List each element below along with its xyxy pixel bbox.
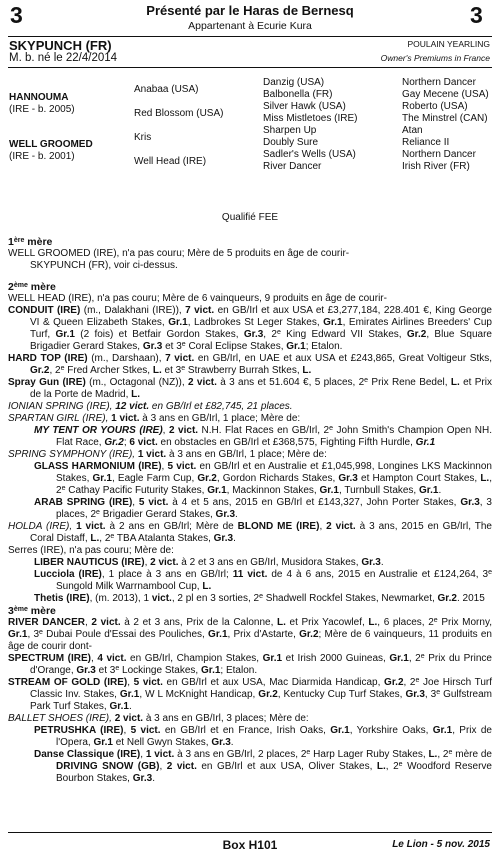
produce-spring-symphony: SPRING SYMPHONY (IRE), 1 vict. à 3 ans en GB/Irl, 1 place; Mère de: [8,449,327,460]
produce-lucciola: Lucciola (IRE), 1 place à 3 ans en GB/Irl; 11 vict. de 4 à 6 ans, 2015 en Australie et £124,264, 3e Sungold Milk Warrnambool Cup, L. [34,569,492,592]
section-title-3eme-mere: 3ème mère [8,605,56,617]
produce-spray-gun: Spray Gun (IRE) (m., Octagonal (NZ)), 2 vict. à 3 ans et 51.604 €, 5 places, 2e Prix Rene Bedel, L. et Prix de la Porte de Madrid, L. [8,377,492,400]
produce-liber-nauticus: LIBER NAUTICUS (IRE), 2 vict. à 2 et 3 ans en GB/Irl, Musidora Stakes, Gr.3. [34,557,384,568]
lot-number-right: 3 [470,2,483,28]
horse-name: SKYPUNCH (FR) [9,38,112,53]
pedigree-dam [9,139,93,163]
divider-top [8,36,492,37]
first-dam-produce: SKYPUNCH (FR), voir ci-dessus. [30,260,178,271]
gggp-6: Reliance II [402,137,450,148]
produce-my-tent: MY TENT OR YOURS (IRE), 2 vict. N.H. Flat Races en GB/Irl, 2e John Smith's Champion Open NH. Flat Race, Gr.2; 6 vict. en obstacles en GB/Irl et £368,575, Fighting Fifth Hurdle, Gr.1 [34,425,492,448]
dam-detail: (IRE - b. 2001) [9,151,75,162]
gggp-5: Atan [402,125,423,136]
section-title-1ere-mere: 1ère mère [8,236,53,248]
sire-name: HANNOUMA [9,92,69,103]
gggp-7: Northern Dancer [402,149,476,160]
ggp-3: Silver Hawk (USA) [263,101,346,112]
ggp-8: River Dancer [263,161,322,172]
produce-conduit: CONDUIT (IRE) (m., Dalakhani (IRE)), 7 vict. en GB/Irl et aux USA et £3,277,184, 228.401 €, King George VI & Queen Elizabeth Stakes, Gr.1, Ladbrokes St Leger Stakes, Gr.1, Emirates Airlines Breeders' Cup Turf, Gr.1 (2 fois) et Betfair Gordon Stakes, Gr.3, 2e King Edward VII Stakes, Gr.2, Blue Square Brigadier Gerard Stakes, Gr.3 et 3e Coral Eclipse Stakes, Gr.1; Etalon. [8,305,492,352]
gggp-3: Roberto (USA) [402,101,468,112]
gggp-column [402,77,489,173]
sale-info: Le Lion - 5 nov. 2015 [392,839,490,850]
produce-petrushka: PETRUSHKA (IRE), 5 vict. en GB/Irl et en France, Irish Oaks, Gr.1, Yorkshire Oaks, Gr.1, Prix de l'Opera, Gr.1 et Nell Gwyn Stakes, Gr.3. [34,725,492,748]
dam-name: WELL GROOMED [9,139,93,150]
produce-spartan-girl: SPARTAN GIRL (IRE), 1 vict. à 3 ans en GB/Irl, 1 place; Mère de: [8,413,301,424]
pedigree-sire [9,92,75,116]
ggp-7: Sadler's Wells (USA) [263,149,356,160]
sire-detail: (IRE - b. 2005) [9,104,75,115]
owner-premiums: Owner's Premiums in France [380,53,490,63]
produce-holda: HOLDA (IRE), 1 vict. à 2 ans en GB/Irl; Mère de BLOND ME (IRE), 2 vict. à 3 ans, 2015 en GB/Irl, The Coral Distaff, L., 2e TBA Atalanta Stakes, Gr.3. [8,521,492,544]
grandparent-1: Anabaa (USA) [134,84,199,95]
grandparent-3: Kris [134,132,152,143]
produce-thetis: Thetis (IRE), (m. 2013), 1 vict., 2 pl en 3 sorties, 2e Shadwell Rockfel Stakes, Newmarket, Gr.2. 2015 [34,593,485,604]
produce-glass-harmonium: GLASS HARMONIUM (IRE), 5 vict. en GB/Irl et en Australie et £1,045,998, Longines LKS Mackinnon Stakes, Gr.1, Eagle Farm Cup, Gr.2, Gordon Richards Stakes, Gr.3 et Hampton Court Stakes, L., 2e Cathay Pacific Futurity Stakes, Gr.1, Mackinnon Stakes, Gr.1, Turnbull Stakes, Gr.1. [34,461,492,496]
horse-description: M. b. né le 22/4/2014 [9,52,118,64]
ggp-column [263,77,357,173]
ggp-2: Balbonella (FR) [263,89,333,100]
produce-record [8,236,492,785]
grandparent-4: Well Head (IRE) [134,156,207,167]
section-title-2eme-mere: 2ème mère [8,281,56,293]
ggp-6: Doubly Sure [263,137,319,148]
divider-footer [8,832,492,833]
grandparent-2: Red Blossom (USA) [134,108,224,119]
ggp-5: Sharpen Up [263,125,317,136]
gggp-1: Northern Dancer [402,77,476,88]
produce-ballet-shoes: BALLET SHOES (IRE), 2 vict. à 3 ans en GB/Irl, 3 places; Mère de: [8,713,309,724]
produce-danse-classique: Danse Classique (IRE), 1 vict. à 3 ans en GB/Irl, 2 places, 2e Harp Lager Ruby Stakes, L., 2e mère de DRIVING SNOW (GB), 2 vict. en GB/Irl et aux USA, Oliver Stakes, L., 2e Woodford Reserve Bourbon Stakes, Gr.3. [34,749,492,784]
gggp-8: Irish River (FR) [402,161,470,172]
ggp-4: Miss Mistletoes (IRE) [263,113,358,124]
first-dam-text: WELL GROOMED (IRE), n'a pas couru; Mère de 5 produits en âge de courir- [8,248,350,259]
produce-ionian-spring: IONIAN SPRING (IRE), 12 vict. en GB/Irl et £82,745, 21 places. [8,401,293,412]
produce-arab-spring: ARAB SPRING (IRE), 5 vict. à 4 et 5 ans, 2015 en GB/Irl et £143,327, John Porter Stakes, Gr.3, 3 places, 2e Brigadier Gerard Stakes, Gr.3. [34,497,492,520]
owner-line: Appartenant à Ecurie Kura [188,20,312,32]
lot-number-left: 3 [10,2,23,28]
box-number: Box H101 [222,838,278,852]
produce-spectrum: SPECTRUM (IRE), 4 vict. en GB/Irl, Champion Stakes, Gr.1 et Irish 2000 Guineas, Gr.1, 2e Prix du Prince d'Orange, Gr.3 et 3e Lockinge Stakes, Gr.1; Etalon. [8,653,492,676]
qualification-note: Qualifié FEE [221,212,279,223]
divider-horse [8,67,492,68]
gggp-2: Gay Mecene (USA) [402,89,489,100]
produce-serres: Serres (IRE), n'a pas couru; Mère de: [8,545,174,556]
horse-category: POULAIN YEARLING [407,39,490,49]
second-dam-intro: WELL HEAD (IRE), n'a pas couru; Mère de 6 vainqueurs, 9 produits en âge de courir- [8,293,387,304]
third-dam-river-dancer: RIVER DANCER, 2 vict. à 2 et 3 ans, Prix de la Calonne, L. et Prix Yacowlef, L., 6 places, 2e Prix Morny, Gr.1, 3e Dubai Poule d'Essai des Pouliches, Gr.1, Prix d'Astarte, Gr.2; Mère de 6 vainqueurs, 11 produits en âge de courir dont- [8,617,492,652]
ggp-1: Danzig (USA) [263,77,325,88]
gggp-4: The Minstrel (CAN) [402,113,488,124]
produce-hard-top: HARD TOP (IRE) (m., Darshaan), 7 vict. en GB/Irl, en UAE et aux USA et £243,865, Great Voltigeur Stks, Gr.2, 2e Fred Archer Stkes, L. et 3e Strawberry Burrah Stkes, L. [8,353,493,376]
produce-stream-of-gold: STREAM OF GOLD (IRE), 5 vict. en GB/Irl et aux USA, Mac Diarmida Handicap, Gr.2, 2e Joe Hirsch Turf Classic Inv. Stakes, Gr.1, W L McKnight Handicap, Gr.2, Kentucky Cup Turf Stakes, Gr.3, 3e Gulfstream Park Turf Stakes, Gr.1. [8,677,493,712]
presenter-line: Présenté par le Haras de Bernesq [146,3,354,18]
